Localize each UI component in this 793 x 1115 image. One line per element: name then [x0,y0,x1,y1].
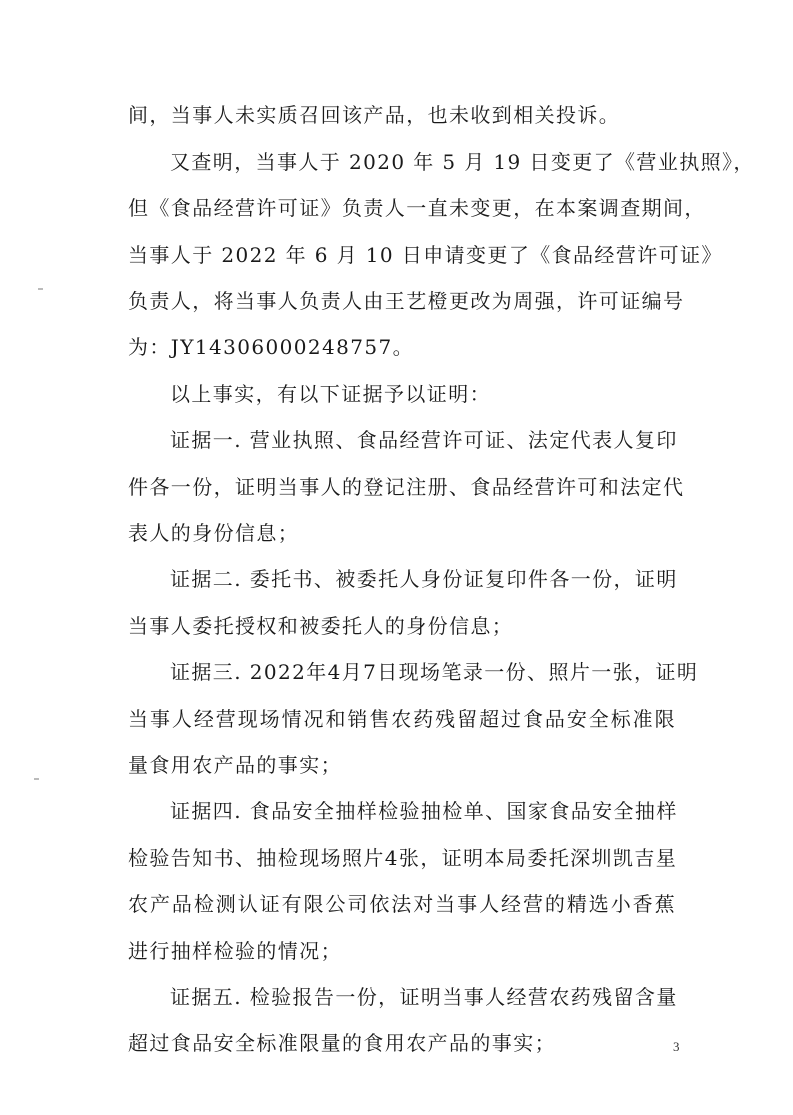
text-line: 间，当事人未实质召回该产品，也未收到相关投诉。 [128,103,621,127]
text-line: 件各一份，证明当事人的登记注册、食品经营许可和法定代 [128,475,685,499]
text-line: 但《食品经营许可证》负责人一直未变更，在本案调查期间， [128,196,706,220]
text-line: 进行抽样检验的情况； [128,939,342,963]
page-number: 3 [673,1039,680,1054]
paragraph-first-line: 又查明，当事人于 2020 年 5 月 19 日变更了《营业执照》， [170,150,755,174]
paragraph-first-line: 证据五. 检验报告一份，证明当事人经营农药残留含量 [170,985,678,1009]
text-line: 负责人，将当事人负责人由王艺橙更改为周强，许可证编号 [128,289,685,313]
paragraph-first-line: 证据二. 委托书、被委托人身份证复印件各一份，证明 [170,567,678,591]
paragraph-first-line: 证据三. 2022年4月7日现场笔录一份、照片一张，证明 [170,660,699,684]
text-line: 表人的身份信息； [128,521,300,545]
text-line: 农产品检测认证有限公司依法对当事人经营的精选小香蕉 [128,892,676,916]
paragraph-first-line: 证据一. 营业执照、食品经营许可证、法定代表人复印 [170,428,678,452]
scan-speck [38,288,43,290]
paragraph-first-line: 证据四. 食品安全抽样检验抽检单、国家食品安全抽样 [170,799,678,823]
paragraph-first-line: 以上事实，有以下证据予以证明： [170,382,491,406]
text-line: 当事人于 2022 年 6 月 10 日申请变更了《食品经营许可证》 [128,243,723,267]
text-line: 为：JY14306000248757。 [128,335,414,359]
text-line: 超过食品安全标准限量的食用农产品的事实； [128,1031,556,1055]
scan-speck [34,778,39,780]
text-line: 当事人经营现场情况和销售农药残留超过食品安全标准限 [128,707,676,731]
text-line: 检验告知书、抽检现场照片4张，证明本局委托深圳凯吉星 [128,846,678,870]
text-line: 当事人委托授权和被委托人的身份信息； [128,614,514,638]
text-line: 量食用农产品的事实； [128,753,342,777]
